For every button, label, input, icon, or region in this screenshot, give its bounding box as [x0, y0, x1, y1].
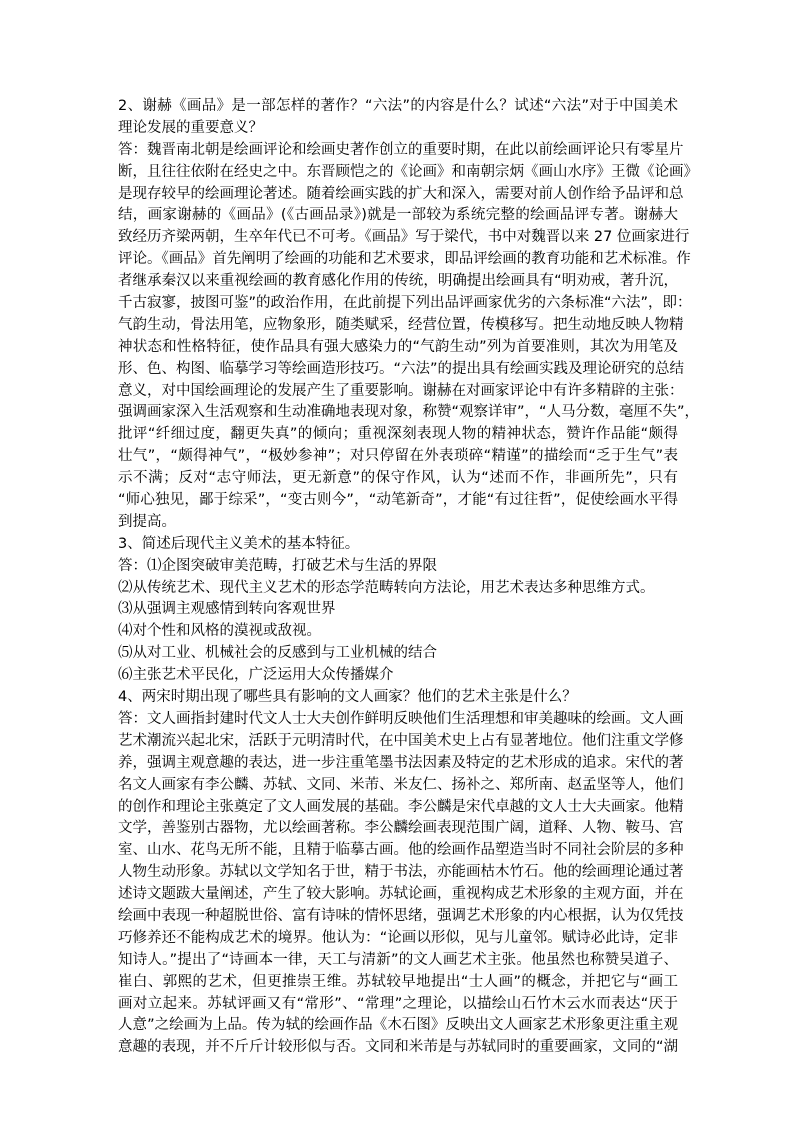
- answer-2-line: 神状态和性格特征，使作品具有强大感染力的“气韵生动”列为首要准则，其次为用笔及: [118, 338, 678, 355]
- answer-2-line: 到提高。: [118, 513, 176, 530]
- answer-4-line: 文学，善鉴别古器物，尤以绘画著称。李公麟绘画表现范围广阔，道释、人物、鞍马、宫: [118, 820, 684, 837]
- answer-3-item: ⑵从传统艺术、现代主义艺术的形态学范畴转向方法论，用艺术表达多种思维方式。: [118, 579, 655, 596]
- answer-4-line: 知诗人。”提出了“诗画本一律，天工与清新”的文人画艺术主张。他虽然也称赞吴道子、: [118, 951, 678, 968]
- answer-4-line: 养，强调主观意趣的表达，进一步注重笔墨书法因素及特定的艺术形成的追求。宋代的著: [118, 754, 684, 771]
- document-page: [118, 96, 700, 1059]
- answer-2-line: 千古寂寥，披图可鉴”的政治作用，在此前提下列出品评画家优劣的六条标准“六法”，即：: [118, 295, 692, 312]
- answer-4-line: 画对立起来。苏轼评画又有“常形”、“常理”之理论，以描绘山石竹木云水而表达“厌于: [118, 995, 678, 1012]
- answer-3-item: ⑸从对工业、机械社会的反感到与工业机械的结合: [118, 645, 437, 662]
- answer-2-line: 强调画家深入生活观察和生动准确地表现对象，称赞“观察详审”，“人马分数，毫厘不失”，: [118, 404, 700, 421]
- question-2-title-cont: 理论发展的重要意义？: [118, 119, 263, 136]
- answer-2-line: 壮气”，“颇得神气”，“极妙参神”；对只停留在外表琐碎“精谨”的描绘而“乏于生气”表: [118, 448, 678, 465]
- answer-4-line: 艺术潮流兴起北宋，活跃于元明清时代，在中国美术史上占有显著地位。他们注重文学修: [118, 732, 684, 749]
- answer-2-line: “师心独见，鄙于综采”，“变古则今”，“动笔新奇”，才能“有过往哲”，促使绘画水平得: [118, 492, 678, 509]
- answer-4-line: 述诗文题跋大量阐述，产生了较大影响。苏轼论画，重视构成艺术形象的主观方面，并在: [118, 886, 684, 903]
- answer-4-line: 意趣的表现，并不斤斤计较形似与否。文同和米芾是与苏轼同时的重要画家，文同的“湖: [118, 1039, 678, 1056]
- answer-3-item: 答：⑴企图突破审美范畴，打破艺术与生活的界限: [118, 557, 437, 574]
- answer-4-line: 崔白、郭熙的艺术，但更推崇王维。苏轼较早地提出“士人画”的概念，并把它与“画工: [118, 973, 678, 990]
- answer-2-line: 结，画家谢赫的《画品》(《古画品录》)就是一部较为系统完整的绘画品评专著。谢赫大: [118, 207, 678, 224]
- answer-4-line: 室、山水、花鸟无所不能，且精于临摹古画。他的绘画作品塑造当时不同社会阶层的多种: [118, 842, 684, 859]
- answer-4-line: 人物生动形象。苏轼以文学知名于世，精于书法，亦能画枯木竹石。他的绘画理论通过著: [118, 864, 684, 881]
- answer-2-line: 批评“纤细过度，翻更失真”的倾向；重视深刻表现人物的精神状态，赞许作品能“颇得: [118, 426, 678, 443]
- answer-3-item: ⑷对个性和风格的漠视或敌视。: [118, 623, 321, 640]
- answer-4-line: 绘画中表现一种超脱世俗、富有诗味的情怀思绪，强调艺术形象的内心根据，认为仅凭技: [118, 907, 684, 924]
- answer-3-item: ⑶从强调主观感情到转向客观世界: [118, 601, 336, 618]
- answer-2-line: 示不满；反对“志守师法，更无新意”的保守作风，认为“述而不作，非画所先”，只有: [118, 470, 678, 487]
- answer-2-line: 是现存较早的绘画理论著述。随着绘画实践的扩大和深入，需要对前人创作给予品评和总: [118, 185, 684, 202]
- answer-4-line: 的创作和理论主张奠定了文人画发展的基础。李公麟是宋代卓越的文人士大夫画家。他精: [118, 798, 684, 815]
- answer-3-item: ⑹主张艺术平民化，广泛运用大众传播媒介: [118, 667, 394, 684]
- answer-2-line: 致经历齐梁两朝，生卒年代已不可考。《画品》写于梁代，书中对魏晋以来 27 位画家进行: [118, 229, 690, 246]
- answer-2-line: 意义，对中国绘画理论的发展产生了重要影响。谢赫在对画家评论中有许多精辟的主张：: [118, 382, 684, 399]
- answer-4-line: 答：文人画指封建时代文人士大夫创作鲜明反映他们生活理想和审美趣味的绘画。文人画: [118, 710, 684, 727]
- answer-2-line: 者继承秦汉以来重视绘画的教育感化作用的传统，明确提出绘画具有“明劝戒，著升沉，: [118, 273, 678, 290]
- answer-2-line: 评论。《画品》首先阐明了绘画的功能和艺术要求，即品评绘画的教育功能和艺术标准。作: [118, 251, 691, 268]
- answer-4-line: 人意”之绘画为上品。传为轼的绘画作品《木石图》反映出文人画家艺术形象更注重主观: [118, 1017, 678, 1034]
- question-3-title: 3、简述后现代主义美术的基本特征。: [118, 535, 360, 552]
- answer-4-line: 名文人画家有李公麟、苏轼、文同、米芾、米友仁、扬补之、郑所南、赵孟坚等人，他们: [118, 776, 684, 793]
- question-2-title: 2、谢赫《画品》是一部怎样的著作？“六法”的内容是什么？试述“六法”对于中国美术: [118, 98, 678, 114]
- answer-4-line: 巧修养还不能构成艺术的境界。他认为：“论画以形似，见与儿童邻。赋诗必此诗，定非: [118, 929, 678, 946]
- answer-2-line: 形、色、构图、临摹学习等绘画造形技巧。“六法”的提出具有绘画实践及理论研究的总结: [118, 360, 685, 377]
- answer-2-line: 答：魏晋南北朝是绘画评论和绘画史著作创立的重要时期，在此以前绘画评论只有零星片: [118, 141, 684, 158]
- answer-2-line: 气韵生动，骨法用笔，应物象形，随类赋采，经营位置，传模移写。把生动地反映人物精: [118, 316, 684, 333]
- question-4-title: 4、两宋时期出现了哪些具有影响的文人画家？他们的艺术主张是什么？: [118, 689, 577, 706]
- answer-2-line: 断，且往往依附在经史之中。东晋顾恺之的《论画》和南朝宗炳《画山水序》王微《论画》: [118, 163, 698, 180]
